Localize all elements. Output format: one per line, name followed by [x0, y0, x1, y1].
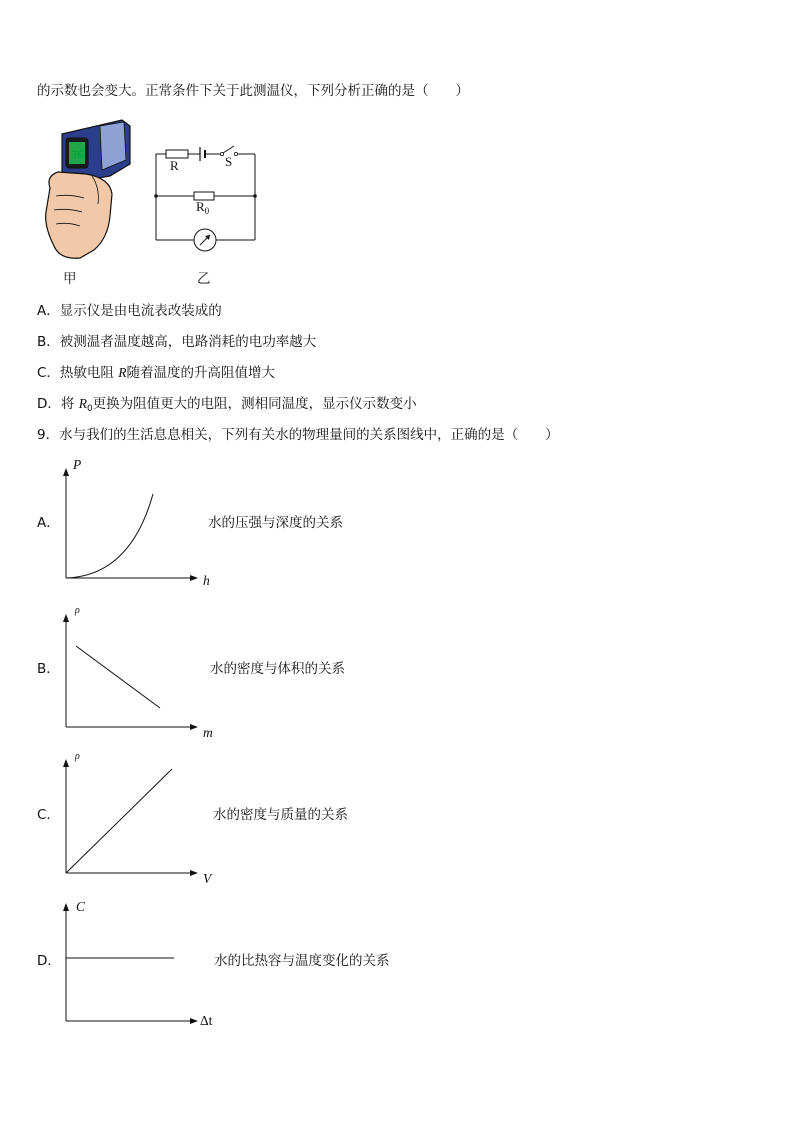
graph-d-letter: D． — [37, 953, 61, 969]
graph-b-letter: B． — [37, 661, 60, 677]
fig-jia-label: 甲 — [63, 271, 77, 287]
graph-c-y-label: ρ — [75, 751, 80, 762]
graph-b-desc: 水的密度与体积的关系 — [210, 661, 345, 677]
svg-text:36: 36 — [70, 150, 84, 161]
q9-stem: 9．水与我们的生活息息相关，下列有关水的物理量间的关系图线中，正确的是（ ） — [37, 427, 559, 443]
graph-a-x-label: h — [203, 573, 210, 588]
resistor-r0-label: $R_0$ — [196, 199, 210, 216]
graph-a-y-label: P — [73, 457, 82, 472]
graph-d-x-label: Δt — [200, 1013, 213, 1028]
graph-b — [60, 604, 200, 729]
q8-option-d: D．将 $R_0$更换为阻值更大的电阻，测相同温度，显示仪示数变小 — [37, 396, 417, 414]
switch-s-label: S — [225, 154, 233, 169]
graph-d-y-label: C — [76, 899, 86, 914]
graph-c-desc: 水的密度与质量的关系 — [213, 807, 348, 823]
circuit-diagram — [150, 142, 260, 242]
q8-option-a: A．显示仪是由电流表改装成的 — [37, 303, 222, 319]
graph-a — [60, 458, 200, 583]
resistor-r-label: R — [170, 158, 179, 173]
graph-b-y-label: ρ — [75, 605, 80, 616]
q8-option-b: B．被测温者温度越高，电路消耗的电功率越大 — [37, 334, 317, 350]
graph-a-desc: 水的压强与深度的关系 — [208, 515, 343, 531]
q8-option-c: C．热敏电阻 R随着温度的升高阻值增大 — [37, 365, 275, 381]
fig-yi-label: 乙 — [197, 271, 211, 287]
thermometer-illustration — [40, 116, 140, 266]
graph-c-x-label: V — [203, 871, 212, 886]
graph-d-desc: 水的比热容与温度变化的关系 — [214, 953, 390, 969]
graph-c-letter: C． — [37, 807, 60, 823]
q8-stem: 的示数也会变大。正常条件下关于此测温仪，下列分析正确的是（ ） — [37, 83, 469, 99]
graph-a-letter: A． — [37, 515, 60, 531]
graph-b-x-label: m — [203, 725, 213, 740]
graph-c — [60, 749, 200, 874]
